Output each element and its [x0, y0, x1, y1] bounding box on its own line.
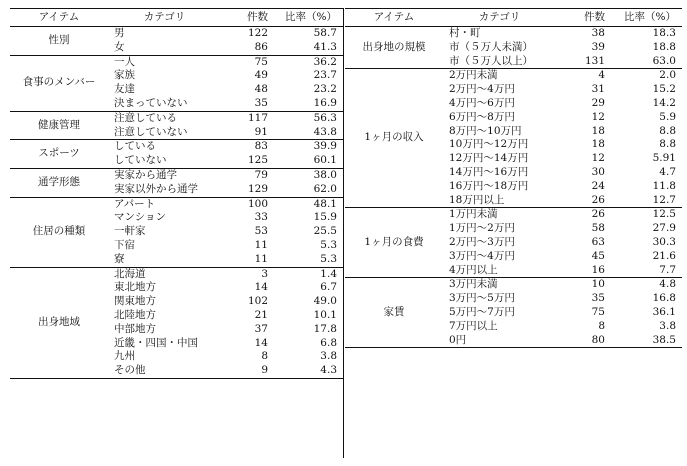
count-cell: 49 — [254, 69, 268, 82]
ratio-cell: 49.0 — [313, 295, 337, 308]
category-cell: アパート — [108, 197, 221, 211]
ratio-cell: 5.91 — [652, 152, 676, 165]
count-cell: 14 — [254, 336, 268, 349]
category-cell: 北海道 — [108, 267, 221, 281]
row-group-label: 出身地の規模 — [362, 40, 426, 53]
ratio-cell: 4.7 — [659, 165, 676, 178]
category-cell: 実家から通学 — [108, 168, 221, 182]
left-table-panel — [10, 8, 343, 379]
ratio-cell: 23.7 — [313, 69, 337, 82]
count-cell: 31 — [591, 83, 605, 96]
count-cell: 26 — [591, 193, 605, 206]
ratio-cell: 17.8 — [313, 322, 337, 335]
count-cell: 75 — [221, 55, 274, 69]
ratio-cell: 5.3 — [320, 238, 337, 251]
count-cell: 122 — [247, 27, 268, 39]
row-group-label: 性別 — [48, 33, 70, 46]
count-cell: 37 — [254, 322, 268, 335]
count-cell: 83 — [221, 140, 274, 154]
count-cell: 63 — [591, 235, 605, 248]
table-row — [345, 69, 682, 83]
count-cell: 30 — [591, 165, 605, 178]
right-table-body — [345, 27, 682, 348]
category-cell: 下宿 — [114, 238, 135, 251]
ratio-cell: 2.0 — [611, 69, 682, 83]
category-cell: 近畿・四国・中国 — [114, 336, 198, 349]
ratio-cell: 63.0 — [652, 54, 676, 67]
ratio-cell: 58.7 — [313, 27, 337, 39]
ratio-cell: 38.5 — [611, 334, 682, 348]
ratio-cell: 27.9 — [652, 222, 676, 235]
ratio-cell: 23.2 — [313, 83, 337, 96]
category-cell: マンション — [114, 211, 167, 224]
ratio-cell: 4.3 — [274, 364, 343, 378]
row-group-label: 出身地域 — [10, 267, 108, 378]
category-cell: 女 — [114, 40, 125, 53]
ratio-cell: 15.2 — [652, 83, 676, 96]
count-cell: 53 — [254, 225, 268, 238]
count-cell: 131 — [584, 54, 605, 67]
count-cell: 125 — [247, 154, 268, 167]
category-cell: 7万円以上 — [449, 319, 498, 332]
ratio-cell: 14.2 — [652, 96, 676, 109]
count-cell: 21 — [254, 308, 268, 321]
category-cell: 村・町 — [449, 27, 481, 39]
category-cell: 中部地方 — [114, 322, 156, 335]
header-ratio: 比率（%） — [611, 9, 682, 27]
ratio-cell: 4.8 — [611, 278, 682, 292]
ratio-cell: 3.8 — [320, 350, 337, 363]
count-cell: 86 — [254, 40, 268, 53]
count-cell: 80 — [556, 334, 611, 348]
category-cell: 5万円～7万円 — [449, 305, 515, 318]
count-cell: 45 — [591, 249, 605, 262]
count-cell: 58 — [591, 222, 605, 235]
category-cell: 2万円～3万円 — [449, 235, 515, 248]
category-cell: 10万円～12万円 — [449, 138, 529, 151]
table-row — [10, 267, 343, 281]
ratio-cell: 11.8 — [652, 179, 676, 192]
ratio-cell: 7.7 — [659, 263, 676, 276]
left-table-body — [10, 27, 343, 379]
header-count: 件数 — [556, 9, 611, 27]
count-cell: 8 — [598, 319, 605, 332]
ratio-cell: 5.3 — [320, 252, 337, 265]
ratio-cell: 10.1 — [313, 308, 337, 321]
category-cell: 3万円～4万円 — [449, 249, 515, 262]
ratio-cell: 25.5 — [313, 225, 337, 238]
ratio-cell: 6.8 — [320, 336, 337, 349]
ratio-cell: 12.5 — [611, 208, 682, 222]
category-cell: 1万円未満 — [443, 208, 556, 222]
category-cell: 市（５万人未満） — [449, 40, 533, 53]
count-cell: 48 — [254, 83, 268, 96]
count-cell: 12 — [591, 110, 605, 123]
category-cell: 決まっていない — [114, 96, 188, 109]
count-cell: 79 — [221, 168, 274, 182]
ratio-cell: 8.8 — [659, 124, 676, 137]
ratio-cell: 16.9 — [313, 96, 337, 109]
count-cell: 129 — [247, 182, 268, 195]
category-cell: 市（５万人以上） — [449, 54, 533, 67]
category-cell: 一人 — [108, 55, 221, 69]
ratio-cell: 41.3 — [313, 40, 337, 53]
row-group-label: 1ヶ月の収入 — [345, 69, 443, 208]
category-cell: 12万円～14万円 — [449, 152, 529, 165]
table-row — [10, 111, 343, 125]
ratio-cell: 38.0 — [274, 168, 343, 182]
category-cell: 一軒家 — [114, 225, 146, 238]
category-cell: 北陸地方 — [114, 308, 156, 321]
table-row — [10, 55, 343, 69]
category-cell: 注意していない — [114, 125, 188, 138]
ratio-cell: 30.3 — [652, 235, 676, 248]
ratio-cell: 16.8 — [652, 292, 676, 305]
category-cell: 寮 — [114, 252, 125, 265]
count-cell: 91 — [254, 125, 268, 138]
category-cell: 4万円以上 — [449, 263, 498, 276]
column-divider — [343, 8, 344, 458]
table-header-row — [10, 9, 343, 27]
category-cell: 男 — [114, 27, 125, 39]
header-item: アイテム — [10, 9, 108, 27]
count-cell: 24 — [591, 179, 605, 192]
count-cell: 100 — [221, 197, 274, 211]
ratio-cell: 36.2 — [274, 55, 343, 69]
table-row — [10, 27, 343, 41]
category-cell: 18万円以上 — [449, 193, 505, 206]
ratio-cell: 60.1 — [313, 154, 337, 167]
category-cell: 0円 — [443, 334, 556, 348]
table-row — [10, 140, 343, 154]
count-cell: 102 — [247, 295, 268, 308]
count-cell: 4 — [556, 69, 611, 83]
row-group-label: 住居の種類 — [10, 197, 108, 267]
count-cell: 3 — [221, 267, 274, 281]
row-group-label: 健康管理 — [10, 111, 108, 140]
table-row — [10, 197, 343, 211]
ratio-cell: 8.8 — [659, 138, 676, 151]
category-cell: 東北地方 — [114, 281, 156, 294]
left-statistics-table — [10, 8, 343, 379]
header-category: カテゴリ — [108, 9, 221, 27]
count-cell: 38 — [591, 27, 605, 39]
category-cell: 14万円～16万円 — [449, 165, 529, 178]
count-cell: 75 — [591, 305, 605, 318]
row-group-label: 1ヶ月の食費 — [345, 208, 443, 278]
category-cell: 関東地方 — [114, 295, 156, 308]
ratio-cell: 18.8 — [652, 40, 676, 53]
category-cell: 8万円～10万円 — [449, 124, 522, 137]
category-cell: 6万円～8万円 — [449, 110, 515, 123]
category-cell: 注意している — [108, 111, 221, 125]
count-cell: 26 — [556, 208, 611, 222]
count-cell: 11 — [254, 252, 268, 265]
table-row — [10, 168, 343, 182]
ratio-cell: 1.4 — [274, 267, 343, 281]
count-cell: 8 — [261, 350, 268, 363]
category-cell: 2万円～4万円 — [449, 83, 515, 96]
count-cell: 35 — [591, 292, 605, 305]
category-cell: 友達 — [114, 83, 135, 96]
ratio-cell: 18.3 — [652, 27, 676, 39]
row-group-label: スポーツ — [10, 140, 108, 169]
count-cell: 18 — [591, 124, 605, 137]
table-row — [345, 278, 682, 292]
ratio-cell: 62.0 — [313, 182, 337, 195]
count-cell: 9 — [221, 364, 274, 378]
category-cell: 1万円～2万円 — [449, 222, 515, 235]
category-cell: 実家以外から通学 — [114, 182, 198, 195]
count-cell: 39 — [591, 40, 605, 53]
count-cell: 12 — [591, 152, 605, 165]
category-cell: その他 — [108, 364, 221, 378]
count-cell: 14 — [254, 281, 268, 294]
ratio-cell: 12.7 — [652, 193, 676, 206]
ratio-cell: 43.8 — [313, 125, 337, 138]
ratio-cell: 15.9 — [313, 211, 337, 224]
ratio-cell: 56.3 — [274, 111, 343, 125]
table-row — [345, 27, 682, 41]
category-cell: 3万円未満 — [443, 278, 556, 292]
table-header-row — [345, 9, 682, 27]
ratio-cell: 3.8 — [659, 319, 676, 332]
header-count: 件数 — [221, 9, 274, 27]
header-item: アイテム — [345, 9, 443, 27]
row-group-label: 食事のメンバー — [10, 55, 108, 111]
count-cell: 11 — [254, 238, 268, 251]
right-table-panel — [345, 8, 682, 348]
row-group-label: 家賃 — [345, 278, 443, 348]
table-row — [345, 208, 682, 222]
ratio-cell: 21.6 — [652, 249, 676, 262]
category-cell: していない — [114, 154, 167, 167]
right-statistics-table — [345, 8, 682, 348]
ratio-cell: 5.9 — [659, 110, 676, 123]
count-cell: 117 — [221, 111, 274, 125]
category-cell: 2万円未満 — [443, 69, 556, 83]
category-cell: 16万円～18万円 — [449, 179, 529, 192]
count-cell: 29 — [591, 96, 605, 109]
ratio-cell: 6.7 — [320, 281, 337, 294]
header-ratio: 比率（%） — [274, 9, 343, 27]
category-cell: 3万円～5万円 — [449, 292, 515, 305]
count-cell: 33 — [254, 211, 268, 224]
category-cell: 家族 — [114, 69, 135, 82]
count-cell: 10 — [556, 278, 611, 292]
header-category: カテゴリ — [443, 9, 556, 27]
ratio-cell: 48.1 — [274, 197, 343, 211]
count-cell: 35 — [254, 96, 268, 109]
category-cell: している — [108, 140, 221, 154]
category-cell: 九州 — [114, 350, 135, 363]
row-group-label: 通学形態 — [10, 168, 108, 197]
count-cell: 16 — [591, 263, 605, 276]
ratio-cell: 39.9 — [274, 140, 343, 154]
category-cell: 4万円～6万円 — [449, 96, 515, 109]
ratio-cell: 36.1 — [652, 305, 676, 318]
count-cell: 18 — [591, 138, 605, 151]
